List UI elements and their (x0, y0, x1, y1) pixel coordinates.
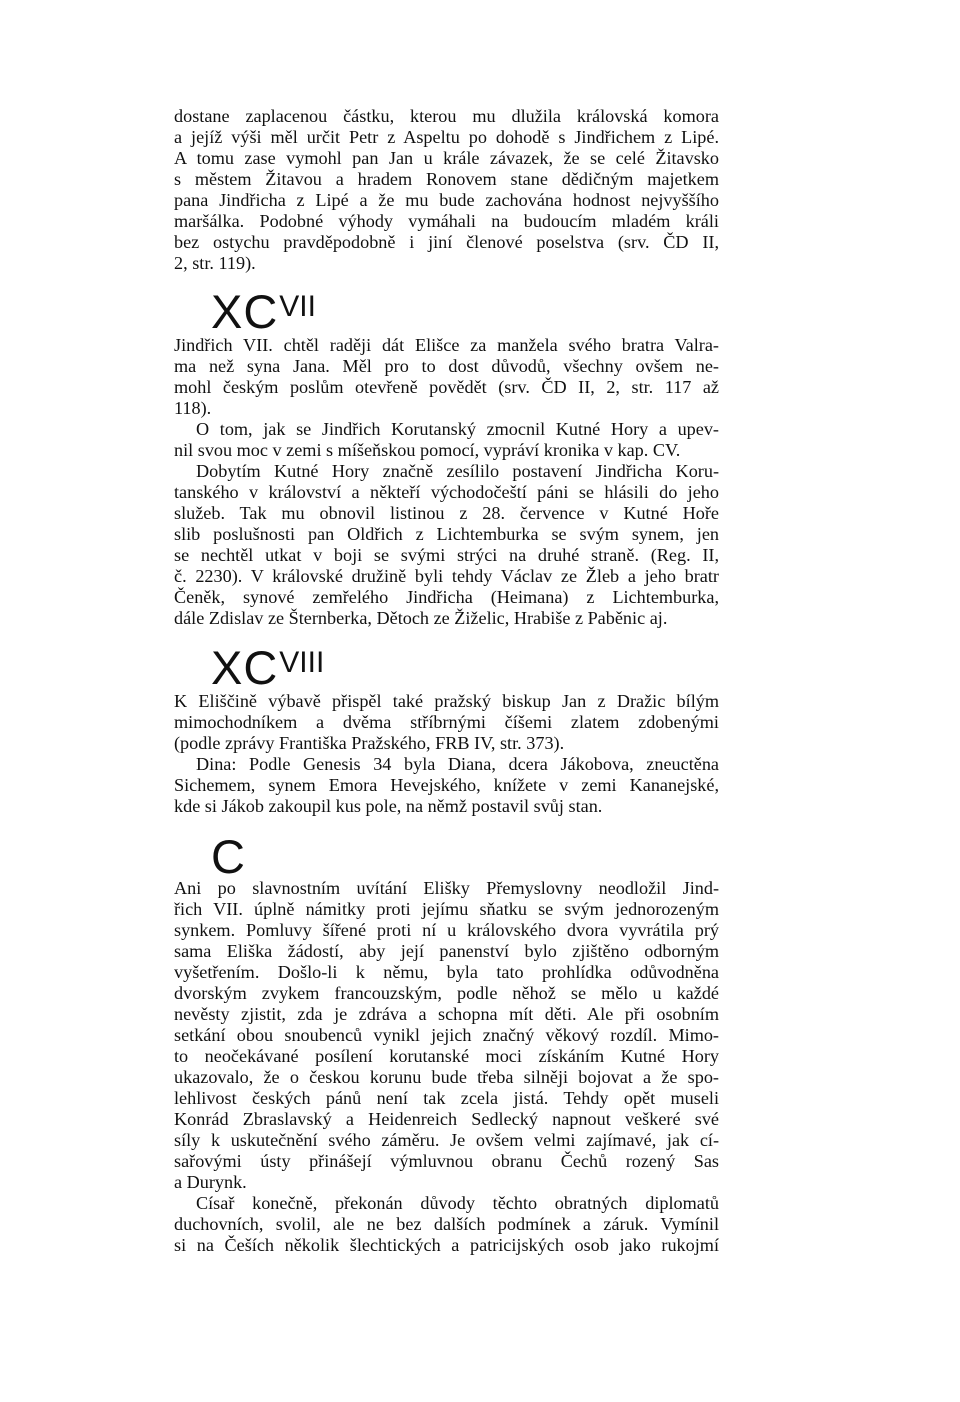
heading-numeral: XC (211, 285, 279, 338)
text-line: Sichemem, synem Emora Hevejského, knížete v zemi Kananejské, (174, 775, 719, 795)
text-line: a jejíž výši měl určit Petr z Aspeltu po dohodě s Jindřichem z Lipé. (174, 127, 719, 147)
text-line: pana Jindřicha z Lipé a že mu bude zachována hodnost nejvyššího (174, 190, 719, 210)
commentary-section-c (174, 878, 719, 1256)
text-line: Dina: Podle Genesis 34 byla Diana, dcera Jákobova, zneuctěna (196, 754, 719, 774)
text-line: tanského v království a někteří východočeští páni se hlásili do jeho (174, 482, 719, 502)
heading-numeral-sup: VII (279, 290, 316, 323)
text-line: vyšetřením. Došlo-li k němu, byla tato prohlídka odůvodněna (174, 962, 719, 982)
text-line: si na Češích několik šlechtických a patricijských osob jako rukojmí (174, 1235, 719, 1255)
commentary-section-xcvii (174, 335, 719, 629)
text-line: 118). (174, 398, 212, 418)
text-line: duchovních, svolil, ale ne bez dalších podmínek a záruk. Vymínil (174, 1214, 719, 1234)
text-line: kde si Jákob zakoupil kus pole, na němž postavil svůj stan. (174, 796, 603, 816)
text-line: mimochodníkem a dvěma stříbrnými číšemi zlatem zdobenými (174, 712, 719, 732)
text-line: synkem. Pomluvy šířené proti ní u královského dvora vyvrátila prý (174, 920, 719, 940)
heading-numeral: XC (211, 641, 279, 694)
text-line: Dobytím Kutné Hory značně zesílilo postavení Jindřicha Koru- (196, 461, 719, 481)
text-line: síly k uskutečnění svého záměru. Je ovšem velmi zajímavé, jak cí- (174, 1130, 719, 1150)
text-line: služeb. Tak mu obnovil listinou z 28. července v Kutné Hoře (174, 503, 719, 523)
text-line: Ani po slavnostním uvítání Elišky Přemyslovny neodložil Jind- (174, 878, 719, 898)
text-line: a Durynk. (174, 1172, 247, 1192)
text-line: sařovými ústy přinášejí výmluvnou obranu Čechů rozený Sas (174, 1151, 719, 1171)
text-line: (podle zprávy Františka Pražského, FRB IV, str. 373). (174, 733, 565, 753)
text-line: 2, str. 119). (174, 253, 256, 273)
text-line: nil svou moc v zemi s míšeňskou pomocí, vypráví kronika v kap. CV. (174, 440, 681, 460)
text-line: Císař konečně, překonán důvody těchto obratných diplomatů (196, 1193, 719, 1213)
text-line: Jindřich VII. chtěl raději dát Elišce za manžela svého bratra Valra- (174, 335, 719, 355)
text-line: mohl českým poslům otevřeně povědět (srv. ČD II, 2, str. 117 až (174, 377, 719, 397)
text-line: dvorským zvykem francouzským, podle něhož se mělo u každé (174, 983, 719, 1003)
text-line: slib poslušnosti pan Oldřich z Lichtemburka se svým synem, jen (174, 524, 719, 544)
text-line: setkání obou snoubenců vynikl jejich značný věkový rozdíl. Mimo- (174, 1025, 719, 1045)
text-line: Čeněk, synové zemřelého Jindřicha (Heimana) z Lichtemburka, (174, 587, 719, 607)
commentary-section-xcviii (174, 691, 719, 817)
text-line: lehlivost českých pánů není tak zcela jistá. Tehdy opět museli (174, 1088, 719, 1108)
heading-numeral-sup: VIII (279, 646, 325, 679)
text-line: Konrád Zbraslavský a Heidenreich Sedlecký napnout veškeré své (174, 1109, 719, 1129)
text-line: řich VII. úplně námitky proti jejímu sňatku se svým jednorozeným (174, 899, 719, 919)
chapter-heading-xcvii (211, 282, 316, 338)
text-line: K Eliščině výbavě přispěl také pražský biskup Jan z Dražic bílým (174, 691, 719, 711)
text-line: nevěsty zjistit, zda je zdráva a schopna mít děti. Ale při osobním (174, 1004, 719, 1024)
heading-numeral: C (211, 830, 246, 883)
text-line: maršálka. Podobné výhody vymáhali na budoucím mladém králi (174, 211, 719, 231)
text-line: č. 2230). V královské družině byli tehdy Václav ze Žleb a jeho bratr (174, 566, 719, 586)
text-line: to neočekávané posílení korutanské moci získáním Kutné Hory (174, 1046, 719, 1066)
text-line: dále Zdislav ze Šternberka, Dětoch ze Žiželic, Hrabiše z Paběnic aj. (174, 608, 668, 628)
text-line: O tom, jak se Jindřich Korutanský zmocnil Kutné Hory a upev- (196, 419, 719, 439)
text-line: sama Eliška žádostí, aby její panenství bylo zjištěno odborným (174, 941, 719, 961)
text-line: ukazovalo, že o českou korunu bude třeba silněji bojovat a že spo- (174, 1067, 719, 1087)
text-line: A tomu zase vymohl pan Jan u krále závazek, že se celé Žitavsko (174, 148, 719, 168)
commentary-paragraph-xcvi-end (174, 106, 719, 274)
text-line: bez ostychu pravděpodobně i jiní členové poselstva (srv. ČD II, (174, 232, 719, 252)
text-line: ma než syna Jana. Měl pro to dost důvodů, všechny ovšem ne- (174, 356, 719, 376)
chapter-heading-c (211, 827, 247, 883)
chapter-heading-xcviii (211, 638, 325, 694)
text-line: se nechtěl utkat v boji se svými strýci na druhé straně. (Reg. II, (174, 545, 719, 565)
text-line: dostane zaplacenou částku, kterou mu dlužila královská komora (174, 106, 719, 126)
text-line: s městem Žitavou a hradem Ronovem stane dědičným majetkem (174, 169, 719, 189)
